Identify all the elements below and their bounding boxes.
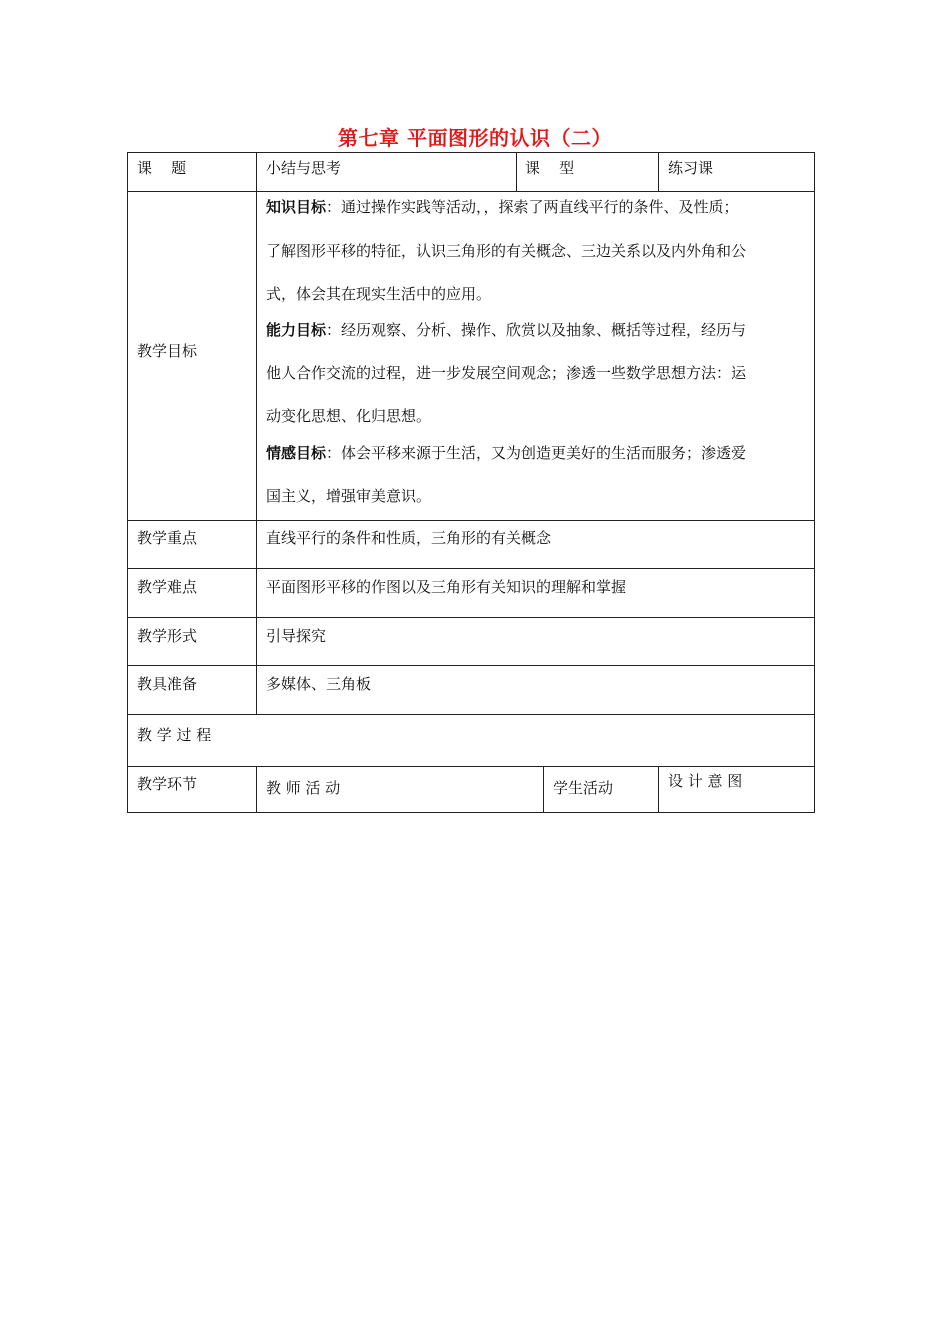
column-divider [516,152,517,192]
process-col-student: 学生活动 [553,779,614,797]
process-col-teacher: 教 师 活 动 [266,779,341,797]
teaching-aids-label: 教具准备 [137,675,198,693]
difficulties-value: 平面图形平移的作图以及三角形有关知识的理解和掌握 [266,578,627,596]
row-divider [127,714,815,715]
key-points-label: 教学重点 [137,529,198,547]
emotion-goal-text: 国主义，增强审美意识。 [266,487,432,505]
knowledge-goal-label: 知识目标 [266,198,327,216]
process-heading: 教 学 过 程 [137,726,212,744]
emotion-goal-label: 情感目标 [266,444,327,462]
column-divider [256,152,257,715]
ability-goal-text: ：经历观察、分析、操作、欣赏以及抽象、概括等过程，经历与 [326,321,747,339]
row-divider [127,665,815,666]
emotion-goal-text: ：体会平移来源于生活，又为创造更美好的生活而服务；渗透爱 [326,444,747,462]
table-border-bottom [127,812,815,813]
knowledge-goal-text: 式，体会其在现实生活中的应用。 [266,285,492,303]
process-col-intent: 设 计 意 图 [668,772,743,790]
key-points-value: 直线平行的条件和性质，三角形的有关概念 [266,529,552,547]
knowledge-goal-text: 了解图形平移的特征，认识三角形的有关概念、三边关系以及内外角和公 [266,242,747,260]
column-divider [256,766,257,813]
teaching-form-value: 引导探究 [266,627,327,645]
teaching-aids-value: 多媒体、三角板 [266,675,372,693]
table-border-top [127,152,815,153]
page-title: 第七章 平面图形的认识（二） [338,126,612,150]
teaching-form-label: 教学形式 [137,627,198,645]
knowledge-goal-line [266,196,739,217]
ability-goal-text: 他人合作交流的过程，进一步发展空间观念；渗透一些数学思想方法：运 [266,364,747,382]
ability-goal-text: 动变化思想、化归思想。 [266,407,432,425]
row-divider [127,191,815,192]
difficulties-label: 教学难点 [137,578,198,596]
column-divider [658,766,659,813]
ability-goal-line [266,319,746,340]
row-divider [127,766,815,767]
table-border-left [127,152,128,813]
emotion-goal-line [266,442,746,463]
column-divider [543,766,544,813]
type-value: 练习课 [668,159,714,177]
objectives-label: 教学目标 [137,342,198,360]
ability-goal-label: 能力目标 [266,321,327,339]
table-border-right [814,152,815,813]
knowledge-goal-text: ：通过操作实践等活动，，探索了两直线平行的条件、及性质； [326,198,739,216]
row-divider [127,520,815,521]
row-divider [127,568,815,569]
process-col-stage: 教学环节 [137,775,198,793]
row-divider [127,617,815,618]
type-label: 课 型 [525,159,575,177]
column-divider [658,152,659,192]
subject-label: 课 题 [137,159,187,177]
subject-value: 小结与思考 [266,159,342,177]
